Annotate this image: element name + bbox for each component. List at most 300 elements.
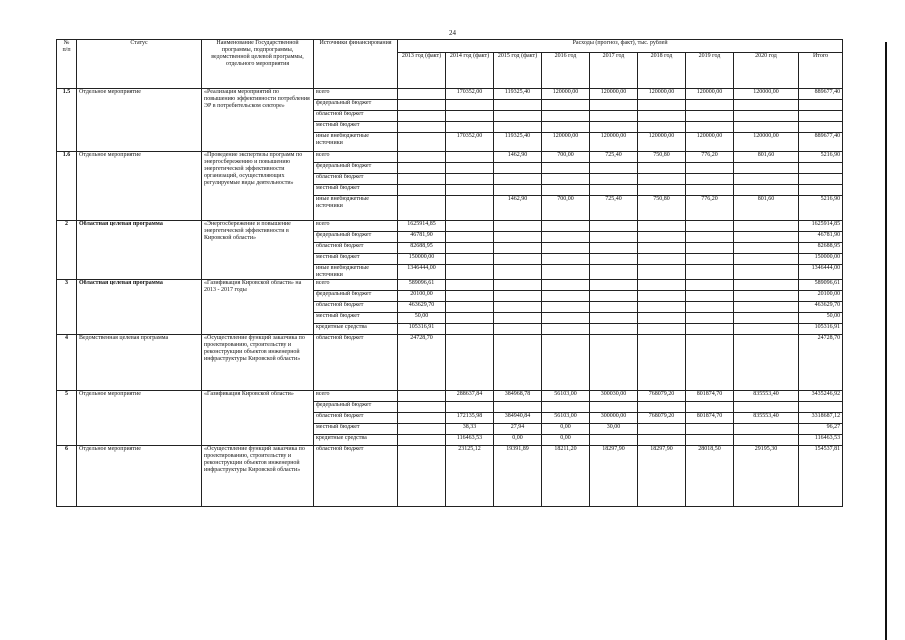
- value-cell: [686, 122, 734, 133]
- value-cell: 120000,00: [686, 89, 734, 100]
- value-cell: 801,60: [734, 152, 799, 163]
- value-cell: [542, 265, 590, 280]
- value-cell: 3318687,12: [799, 413, 843, 424]
- value-cell: [446, 280, 494, 291]
- value-cell: 384968,78: [494, 391, 542, 402]
- value-cell: [494, 174, 542, 185]
- source-cell: областной бюджет: [314, 446, 398, 507]
- value-cell: 768079,20: [638, 413, 686, 424]
- value-cell: [590, 435, 638, 446]
- value-cell: [446, 122, 494, 133]
- value-cell: [446, 163, 494, 174]
- value-cell: 725,40: [590, 152, 638, 163]
- value-cell: 24728,70: [799, 335, 843, 391]
- value-cell: [638, 424, 686, 435]
- value-cell: [799, 111, 843, 122]
- financing-table: [56, 39, 843, 507]
- block-num: 5: [57, 391, 77, 446]
- value-cell: [734, 221, 799, 232]
- source-cell: всего: [314, 89, 398, 100]
- value-cell: 50,00: [799, 313, 843, 324]
- value-cell: [638, 221, 686, 232]
- value-cell: 801,60: [734, 196, 799, 221]
- value-cell: [398, 163, 446, 174]
- value-cell: 18211,20: [542, 446, 590, 507]
- value-cell: 750,80: [638, 152, 686, 163]
- value-cell: [734, 424, 799, 435]
- value-cell: 0,00: [542, 424, 590, 435]
- header-year: 2019 год: [686, 52, 734, 88]
- value-cell: 3435246,92: [799, 391, 843, 402]
- source-cell: областной бюджет: [314, 111, 398, 122]
- value-cell: [638, 402, 686, 413]
- value-cell: [638, 313, 686, 324]
- value-cell: [734, 335, 799, 391]
- value-cell: 5216,90: [799, 196, 843, 221]
- value-cell: [590, 324, 638, 335]
- block-num: 1.5: [57, 89, 77, 152]
- block-name: «Энергосбережение и повышение энергетической эффективности в Кировской области»: [202, 221, 314, 280]
- value-cell: [494, 335, 542, 391]
- value-cell: [494, 302, 542, 313]
- value-cell: [686, 163, 734, 174]
- scan-edge-bar-bottom: [885, 232, 887, 640]
- value-cell: 116463,53: [446, 435, 494, 446]
- value-cell: 700,00: [542, 152, 590, 163]
- value-cell: [446, 196, 494, 221]
- value-cell: [799, 185, 843, 196]
- value-cell: [686, 402, 734, 413]
- value-cell: [686, 254, 734, 265]
- value-cell: 28018,50: [686, 446, 734, 507]
- value-cell: 46781,90: [398, 232, 446, 243]
- value-cell: 120000,00: [734, 133, 799, 152]
- value-cell: [446, 232, 494, 243]
- header-num: № п/п: [57, 40, 77, 89]
- source-cell: областной бюджет: [314, 335, 398, 391]
- source-cell: всего: [314, 152, 398, 163]
- value-cell: [638, 174, 686, 185]
- block-status: Отдельное мероприятие: [77, 446, 202, 507]
- value-cell: [398, 446, 446, 507]
- value-cell: [398, 196, 446, 221]
- value-cell: [734, 324, 799, 335]
- value-cell: [686, 302, 734, 313]
- value-cell: 30,00: [590, 424, 638, 435]
- value-cell: [542, 302, 590, 313]
- value-cell: [494, 185, 542, 196]
- source-cell: всего: [314, 221, 398, 232]
- value-cell: [542, 232, 590, 243]
- value-cell: 120000,00: [734, 89, 799, 100]
- value-cell: [734, 265, 799, 280]
- header-year: 2013 год (факт): [398, 52, 446, 88]
- value-cell: [494, 243, 542, 254]
- value-cell: 725,40: [590, 196, 638, 221]
- value-cell: [734, 122, 799, 133]
- value-cell: 700,00: [542, 196, 590, 221]
- value-cell: [638, 122, 686, 133]
- value-cell: [799, 402, 843, 413]
- source-cell: местный бюджет: [314, 254, 398, 265]
- value-cell: 20100,00: [398, 291, 446, 302]
- block-name: «Газификация Кировской области»: [202, 391, 314, 446]
- block-status: Областная целевая программа: [77, 221, 202, 280]
- value-cell: [686, 291, 734, 302]
- value-cell: [590, 335, 638, 391]
- value-cell: 835553,40: [734, 391, 799, 402]
- table-row: [57, 89, 843, 100]
- value-cell: [638, 163, 686, 174]
- value-cell: [590, 111, 638, 122]
- value-cell: [398, 435, 446, 446]
- value-cell: [398, 424, 446, 435]
- header-row: [57, 40, 843, 53]
- value-cell: [398, 133, 446, 152]
- table-row: [57, 152, 843, 163]
- value-cell: [542, 280, 590, 291]
- value-cell: [494, 402, 542, 413]
- value-cell: 120000,00: [542, 133, 590, 152]
- value-cell: [542, 243, 590, 254]
- value-cell: [542, 335, 590, 391]
- header-name: Наименование Государственной программы, подпрограммы, ведомственной целевой программы, отдельного мероприятия: [202, 40, 314, 89]
- source-cell: местный бюджет: [314, 122, 398, 133]
- value-cell: 19391,89: [494, 446, 542, 507]
- value-cell: [446, 265, 494, 280]
- value-cell: [686, 174, 734, 185]
- value-cell: [590, 163, 638, 174]
- value-cell: 172135,98: [446, 413, 494, 424]
- source-cell: иные внебюджетные источники: [314, 133, 398, 152]
- source-cell: федеральный бюджет: [314, 163, 398, 174]
- value-cell: 119325,40: [494, 133, 542, 152]
- header-year: Итого: [799, 52, 843, 88]
- value-cell: 288637,84: [446, 391, 494, 402]
- source-cell: всего: [314, 280, 398, 291]
- value-cell: 96,27: [799, 424, 843, 435]
- value-cell: [734, 280, 799, 291]
- value-cell: [542, 221, 590, 232]
- header-year: 2015 год (факт): [494, 52, 542, 88]
- block-name: «Проведение экспертизы программ по энергосбережению и повышению энергетической эффективности организаций, осуществляющих регулируемые виды деятельности»: [202, 152, 314, 221]
- value-cell: 29195,30: [734, 446, 799, 507]
- source-cell: местный бюджет: [314, 185, 398, 196]
- value-cell: [446, 111, 494, 122]
- value-cell: [398, 100, 446, 111]
- value-cell: [734, 163, 799, 174]
- value-cell: [734, 402, 799, 413]
- value-cell: [734, 100, 799, 111]
- value-cell: 150000,00: [398, 254, 446, 265]
- value-cell: 384940,84: [494, 413, 542, 424]
- value-cell: 835553,40: [734, 413, 799, 424]
- header-year: 2017 год: [590, 52, 638, 88]
- value-cell: [446, 402, 494, 413]
- value-cell: [686, 232, 734, 243]
- value-cell: [590, 402, 638, 413]
- value-cell: [686, 221, 734, 232]
- value-cell: [686, 313, 734, 324]
- header-expenses: Расходы (прогноз, факт), тыс. рублей: [398, 40, 843, 53]
- value-cell: [638, 302, 686, 313]
- value-cell: [590, 174, 638, 185]
- value-cell: [494, 265, 542, 280]
- source-cell: федеральный бюджет: [314, 232, 398, 243]
- value-cell: 120000,00: [542, 89, 590, 100]
- value-cell: 768079,20: [638, 391, 686, 402]
- block-status: Отдельное мероприятие: [77, 391, 202, 446]
- value-cell: [494, 313, 542, 324]
- value-cell: [542, 324, 590, 335]
- value-cell: 463629,70: [799, 302, 843, 313]
- value-cell: [686, 100, 734, 111]
- value-cell: [686, 185, 734, 196]
- value-cell: [799, 100, 843, 111]
- value-cell: 5216,90: [799, 152, 843, 163]
- value-cell: 27,94: [494, 424, 542, 435]
- value-cell: 150000,00: [799, 254, 843, 265]
- value-cell: [638, 280, 686, 291]
- value-cell: [446, 313, 494, 324]
- value-cell: [686, 335, 734, 391]
- value-cell: 24728,70: [398, 335, 446, 391]
- value-cell: 105316,91: [799, 324, 843, 335]
- block-name: «Осуществление функций заказчика по проектированию, строительству и реконструкции объектов инженерной инфраструктуры Кировской области»: [202, 335, 314, 391]
- header-year: 2020 год: [734, 52, 799, 88]
- table-row: [57, 391, 843, 402]
- value-cell: [494, 254, 542, 265]
- value-cell: [638, 291, 686, 302]
- header-status: Статус: [77, 40, 202, 89]
- value-cell: [446, 221, 494, 232]
- value-cell: [446, 152, 494, 163]
- source-cell: федеральный бюджет: [314, 402, 398, 413]
- value-cell: [446, 174, 494, 185]
- scan-edge-bar-top: [885, 42, 887, 232]
- value-cell: 776,20: [686, 152, 734, 163]
- value-cell: 750,80: [638, 196, 686, 221]
- value-cell: [734, 232, 799, 243]
- value-cell: [494, 163, 542, 174]
- value-cell: [734, 254, 799, 265]
- source-cell: иные внебюджетные источники: [314, 265, 398, 280]
- value-cell: [686, 435, 734, 446]
- value-cell: [734, 291, 799, 302]
- value-cell: 120000,00: [590, 89, 638, 100]
- value-cell: 1625914,85: [398, 221, 446, 232]
- value-cell: [542, 185, 590, 196]
- block-num: 4: [57, 335, 77, 391]
- block-name: «Реализация мероприятий по повышению эффективности потребления ЭР в потребительском секторе»: [202, 89, 314, 152]
- header-source: Источники финансирования: [314, 40, 398, 89]
- value-cell: [734, 174, 799, 185]
- header-year: 2014 год (факт): [446, 52, 494, 88]
- value-cell: [542, 174, 590, 185]
- value-cell: [542, 313, 590, 324]
- value-cell: 105316,91: [398, 324, 446, 335]
- value-cell: 1462,90: [494, 196, 542, 221]
- value-cell: [494, 280, 542, 291]
- value-cell: [398, 122, 446, 133]
- value-cell: [734, 185, 799, 196]
- header-year: 2016 год: [542, 52, 590, 88]
- value-cell: [398, 152, 446, 163]
- value-cell: [446, 335, 494, 391]
- value-cell: [494, 122, 542, 133]
- value-cell: 1625914,85: [799, 221, 843, 232]
- value-cell: 889677,40: [799, 89, 843, 100]
- value-cell: [686, 243, 734, 254]
- table-row: [57, 280, 843, 291]
- value-cell: [542, 291, 590, 302]
- value-cell: [590, 254, 638, 265]
- value-cell: [398, 402, 446, 413]
- value-cell: [398, 185, 446, 196]
- value-cell: [799, 174, 843, 185]
- source-cell: местный бюджет: [314, 424, 398, 435]
- block-name: «Осуществление функций заказчика по проектированию, строительству и реконструкции объектов инженерной инфраструктуры Кировской области»: [202, 446, 314, 507]
- value-cell: [446, 243, 494, 254]
- block-status: Ведомственная целевая программа: [77, 335, 202, 391]
- value-cell: 889677,40: [799, 133, 843, 152]
- table-row: [57, 335, 843, 391]
- value-cell: 120000,00: [590, 133, 638, 152]
- value-cell: [734, 313, 799, 324]
- value-cell: [446, 185, 494, 196]
- source-cell: кредитные средства: [314, 435, 398, 446]
- block-num: 1.6: [57, 152, 77, 221]
- source-cell: областной бюджет: [314, 302, 398, 313]
- value-cell: [446, 254, 494, 265]
- value-cell: [446, 100, 494, 111]
- value-cell: [638, 185, 686, 196]
- value-cell: 56103,00: [542, 413, 590, 424]
- value-cell: [638, 243, 686, 254]
- value-cell: [590, 232, 638, 243]
- value-cell: [542, 111, 590, 122]
- value-cell: [542, 254, 590, 265]
- value-cell: [686, 280, 734, 291]
- value-cell: 170352,00: [446, 133, 494, 152]
- block-status: Областная целевая программа: [77, 280, 202, 335]
- value-cell: [799, 122, 843, 133]
- value-cell: [494, 232, 542, 243]
- value-cell: [638, 100, 686, 111]
- value-cell: 300030,00: [590, 391, 638, 402]
- value-cell: 463629,70: [398, 302, 446, 313]
- block-name: «Газификация Кировской области» на 2013 - 2017 годы: [202, 280, 314, 335]
- value-cell: [590, 280, 638, 291]
- value-cell: [590, 291, 638, 302]
- value-cell: 0,00: [494, 435, 542, 446]
- value-cell: [799, 163, 843, 174]
- value-cell: [494, 100, 542, 111]
- block-num: 6: [57, 446, 77, 507]
- value-cell: 38,33: [446, 424, 494, 435]
- value-cell: [686, 265, 734, 280]
- value-cell: [590, 302, 638, 313]
- table-row: [57, 446, 843, 507]
- value-cell: [686, 424, 734, 435]
- value-cell: [590, 100, 638, 111]
- value-cell: 801874,70: [686, 413, 734, 424]
- source-cell: кредитные средства: [314, 324, 398, 335]
- value-cell: [638, 265, 686, 280]
- value-cell: [734, 243, 799, 254]
- value-cell: [590, 313, 638, 324]
- block-num: 3: [57, 280, 77, 335]
- value-cell: [446, 302, 494, 313]
- value-cell: 1462,90: [494, 152, 542, 163]
- value-cell: 119325,40: [494, 89, 542, 100]
- source-cell: областной бюджет: [314, 413, 398, 424]
- value-cell: [590, 221, 638, 232]
- block-status: Отдельное мероприятие: [77, 89, 202, 152]
- page-number: 24: [449, 29, 456, 37]
- value-cell: [398, 89, 446, 100]
- value-cell: 82688,95: [398, 243, 446, 254]
- value-cell: 18297,90: [590, 446, 638, 507]
- value-cell: [734, 302, 799, 313]
- source-cell: областной бюджет: [314, 174, 398, 185]
- value-cell: 801874,70: [686, 391, 734, 402]
- value-cell: [494, 221, 542, 232]
- value-cell: 23125,12: [446, 446, 494, 507]
- value-cell: [494, 111, 542, 122]
- value-cell: [542, 122, 590, 133]
- value-cell: 120000,00: [638, 133, 686, 152]
- source-cell: федеральный бюджет: [314, 100, 398, 111]
- value-cell: [398, 391, 446, 402]
- value-cell: [542, 402, 590, 413]
- value-cell: 56103,00: [542, 391, 590, 402]
- value-cell: 1346444,00: [799, 265, 843, 280]
- value-cell: [590, 243, 638, 254]
- value-cell: [446, 291, 494, 302]
- value-cell: [494, 291, 542, 302]
- value-cell: [638, 335, 686, 391]
- value-cell: [638, 435, 686, 446]
- block-status: Отдельное мероприятие: [77, 152, 202, 221]
- value-cell: 589096,61: [398, 280, 446, 291]
- value-cell: 18297,90: [638, 446, 686, 507]
- value-cell: [590, 265, 638, 280]
- block-num: 2: [57, 221, 77, 280]
- value-cell: [734, 435, 799, 446]
- value-cell: 300000,00: [590, 413, 638, 424]
- value-cell: [638, 254, 686, 265]
- value-cell: 154537,81: [799, 446, 843, 507]
- value-cell: [398, 111, 446, 122]
- value-cell: 589096,61: [799, 280, 843, 291]
- value-cell: 0,00: [542, 435, 590, 446]
- source-cell: областной бюджет: [314, 243, 398, 254]
- table-row: [57, 221, 843, 232]
- value-cell: 120000,00: [686, 133, 734, 152]
- value-cell: [590, 122, 638, 133]
- value-cell: 1346444,00: [398, 265, 446, 280]
- value-cell: 20100,00: [799, 291, 843, 302]
- source-cell: федеральный бюджет: [314, 291, 398, 302]
- value-cell: 46781,90: [799, 232, 843, 243]
- value-cell: [542, 163, 590, 174]
- value-cell: 82688,95: [799, 243, 843, 254]
- value-cell: 116463,53: [799, 435, 843, 446]
- value-cell: [638, 111, 686, 122]
- value-cell: 170352,00: [446, 89, 494, 100]
- value-cell: [398, 413, 446, 424]
